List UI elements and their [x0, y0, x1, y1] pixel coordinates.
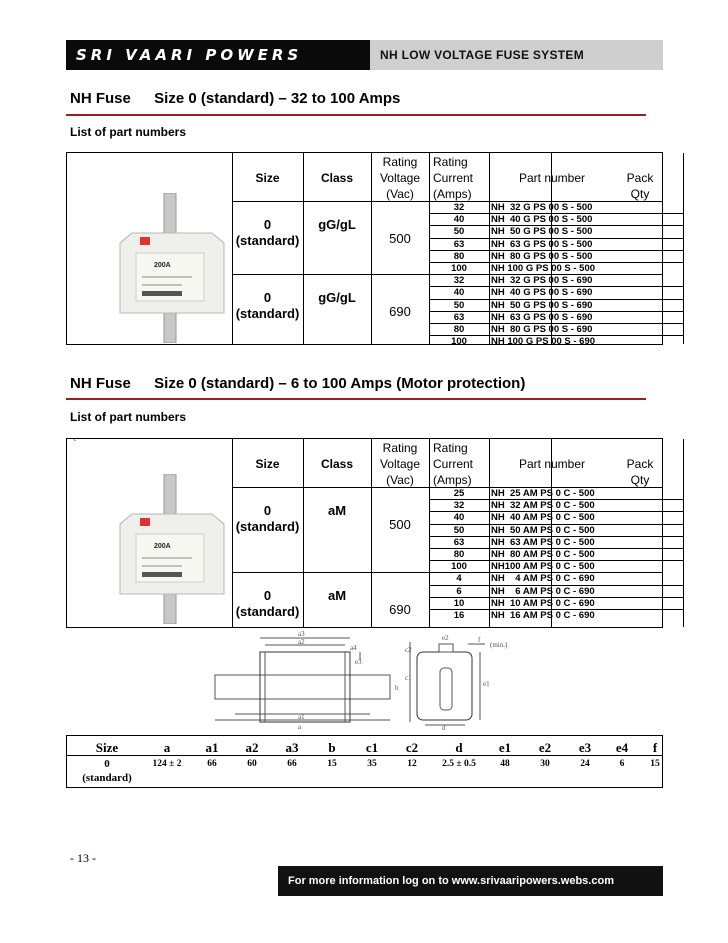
part-number: NH 40 G PS 00 S - 690	[491, 287, 593, 299]
footer-banner	[278, 866, 663, 896]
rating-current: 63	[453, 311, 465, 323]
tick-mark: `	[73, 439, 77, 450]
rating-current: 63	[453, 536, 465, 548]
dim-header-e2: e2	[538, 740, 552, 755]
dim-header-b: b	[328, 740, 336, 755]
col-current-header-1: Rating	[433, 441, 468, 455]
dim-value-d: 2.5 ± 0.5	[442, 759, 476, 769]
section1-rule	[66, 114, 646, 116]
dim-value-c1: 35	[367, 759, 377, 769]
dim-value-b: 15	[327, 759, 337, 769]
part-number: NH 40 AM PS 0 C - 500	[491, 512, 595, 524]
rating-current: 10	[453, 597, 465, 609]
part-number: NH 100 G PS 00 S - 500	[491, 263, 596, 274]
rating-current: 40	[453, 214, 465, 226]
section1-title	[70, 90, 400, 107]
col-part-header: Part number	[518, 457, 586, 471]
rating-current: 25	[453, 488, 465, 499]
dim-value-a3: 66	[287, 759, 297, 769]
drawing-label-a: a	[298, 723, 302, 730]
section1-table	[66, 152, 663, 348]
part-number: NH 80 G PS 00 S - 500	[491, 250, 593, 262]
header-title: NH LOW VOLTAGE FUSE SYSTEM	[380, 48, 585, 62]
rating-current: 63	[453, 238, 465, 250]
header-title-box	[370, 40, 663, 70]
col-pack-header-2: Qty	[630, 187, 650, 201]
rating-current: 50	[453, 226, 465, 238]
drawing-label-e3: e3	[355, 658, 362, 666]
page-number: - 13 -	[70, 851, 96, 865]
rating-current: 40	[453, 512, 465, 524]
fuse-image	[112, 474, 232, 624]
drawing-label-c1: c1	[405, 674, 412, 682]
dim-header-f: f	[652, 740, 658, 755]
group-size-note: (standard)	[235, 604, 300, 620]
part-number: NH 50 G PS 00 S - 690	[491, 299, 593, 311]
dim-header-e1: e1	[498, 740, 512, 755]
group-size-note: (standard)	[235, 233, 300, 248]
rating-current: 32	[453, 275, 465, 287]
group-voltage: 500	[389, 517, 411, 532]
part-number: NH 10 AM PS 0 C - 690	[491, 597, 595, 609]
section2-title-text: Size 0 (standard) – 6 to 100 Amps (Motor protection)	[154, 375, 526, 392]
rating-current: 50	[453, 299, 465, 311]
table-vline	[683, 153, 684, 344]
table-vline	[683, 439, 684, 627]
drawing-label-a3: a3	[298, 630, 305, 638]
dim-header-c2: c2	[405, 740, 419, 755]
col-voltage-header-1: Rating	[382, 155, 418, 169]
group-size-note: (standard)	[235, 519, 300, 534]
dim-value-a: 124 ± 2	[152, 759, 182, 769]
col-class-header: Class	[320, 457, 354, 471]
dim-header-a: a	[163, 740, 171, 755]
dim-value-c2: 12	[407, 759, 417, 769]
col-voltage-header-3: (Vac)	[386, 187, 414, 201]
rating-current: 32	[453, 500, 465, 512]
group-class: gG/gL	[318, 217, 356, 232]
dim-size-value: 0	[104, 758, 110, 770]
section2-title	[70, 375, 525, 392]
col-current-header-3: (Amps)	[433, 187, 472, 201]
dim-value-e1: 48	[500, 759, 510, 769]
dim-header-e3: e3	[578, 740, 592, 755]
part-number: NH 16 AM PS 0 C - 690	[491, 610, 595, 621]
part-number: NH 32 G PS 00 S - 690	[491, 275, 593, 287]
col-current-header-2: Current	[433, 171, 474, 185]
fuse-rating-label: 200A	[154, 543, 171, 550]
group-voltage: 690	[389, 602, 411, 618]
rating-current: 80	[453, 549, 465, 560]
col-current-header-2: Current	[433, 457, 474, 471]
section1-title-text: Size 0 (standard) – 32 to 100 Amps	[154, 90, 401, 107]
group-voltage: 690	[389, 304, 411, 320]
drawing-label-d: d	[442, 724, 446, 730]
part-number: NH 63 G PS 00 S - 500	[491, 238, 593, 250]
dim-value-a1: 66	[207, 759, 217, 769]
dim-header-a2: a2	[245, 740, 259, 755]
part-number: NH 4 AM PS 0 C - 690	[491, 573, 595, 585]
part-number: NH 40 G PS 00 S - 500	[491, 214, 593, 226]
drawing-label-c2: c2	[405, 646, 412, 654]
col-size-header: Size	[255, 457, 280, 471]
rating-current: 80	[453, 324, 465, 335]
col-current-header-3: (Amps)	[433, 473, 472, 487]
section1-title-prefix: NH Fuse	[70, 90, 131, 107]
rating-current: 6	[456, 585, 462, 597]
rating-current: 50	[453, 524, 465, 536]
rating-current: 4	[456, 573, 462, 585]
part-number: NH 63 AM PS 0 C - 500	[491, 536, 595, 548]
part-number: NH 50 AM PS 0 C - 500	[491, 524, 595, 536]
dim-size-note: (standard)	[82, 772, 132, 784]
drawing-label-a4: a4	[350, 644, 357, 652]
col-size-header: Size	[255, 171, 280, 185]
dim-value-e4: 6	[619, 759, 625, 769]
rating-current: 100	[451, 561, 467, 573]
group-size: 0	[263, 503, 272, 518]
brand-logo: SRI VAARI POWERS	[76, 46, 303, 64]
section2-list-label: List of part numbers	[70, 410, 187, 424]
part-number: NH 50 G PS 00 S - 500	[491, 226, 593, 238]
col-class-header: Class	[320, 171, 354, 185]
part-number: NH 25 AM PS 0 C - 500	[491, 488, 595, 499]
dim-value-a2: 60	[247, 759, 257, 769]
dimension-drawing	[210, 630, 520, 730]
drawing-label-b: b	[395, 684, 399, 692]
part-number: NH 63 G PS 00 S - 690	[491, 311, 593, 323]
section2-title-prefix: NH Fuse	[70, 375, 131, 392]
group-size: 0	[263, 290, 272, 306]
col-current-header-1: Rating	[433, 155, 468, 169]
fuse-image	[112, 193, 232, 343]
group-size: 0	[263, 588, 272, 604]
group-size: 0	[263, 217, 272, 232]
section1-list-label: List of part numbers	[70, 125, 187, 139]
col-part-header: Part number	[518, 171, 586, 185]
fuse-rating-label: 200A	[154, 262, 171, 269]
part-number: NH 80 AM PS 0 C - 500	[491, 549, 595, 560]
drawing-label-f: f	[478, 636, 481, 644]
drawing-label-min: (min.)	[490, 641, 508, 649]
dim-header-e4: e4	[615, 740, 629, 755]
drawing-label-e2: e2	[442, 634, 449, 642]
drawing-label-a1: a1	[298, 713, 305, 721]
dimension-table	[66, 735, 663, 788]
dim-header-size: Size	[95, 740, 119, 755]
col-pack-header-2: Qty	[630, 473, 650, 487]
dim-value-e3: 24	[580, 759, 590, 769]
footer-info: For more information log on to www.srivaaripowers.webs.com	[288, 875, 614, 887]
dim-header-c1: c1	[365, 740, 379, 755]
rating-current: 80	[453, 250, 465, 262]
section2-rule	[66, 398, 646, 400]
dim-header-a1: a1	[205, 740, 219, 755]
drawing-label-a2: a2	[298, 638, 305, 646]
part-number: NH 100 G PS 00 S - 690	[491, 336, 596, 348]
rating-current: 32	[453, 202, 465, 213]
dim-value-f: 15	[650, 759, 660, 769]
col-pack-header-1: Pack	[626, 171, 654, 185]
dim-header-rule	[67, 755, 662, 756]
dim-value-e2: 30	[540, 759, 550, 769]
rating-current: 100	[451, 263, 467, 274]
col-voltage-header-2: Voltage	[379, 457, 421, 471]
rating-current: 16	[453, 610, 465, 621]
col-voltage-header-3: (Vac)	[386, 473, 414, 487]
col-voltage-header-2: Voltage	[379, 171, 421, 185]
rating-current: 40	[453, 287, 465, 299]
drawing-label-e1: e1	[483, 680, 490, 688]
rating-current: 100	[451, 336, 467, 348]
group-class: aM	[327, 588, 347, 604]
part-number: NH 6 AM PS 0 C - 690	[491, 585, 595, 597]
dim-header-d: d	[455, 740, 463, 755]
section2-table	[66, 438, 663, 628]
group-size-note: (standard)	[235, 306, 300, 322]
col-pack-header-1: Pack	[626, 457, 654, 471]
group-voltage: 500	[389, 231, 411, 246]
part-number: NH 32 G PS 00 S - 500	[491, 202, 593, 213]
dim-header-a3: a3	[285, 740, 299, 755]
part-number: NH100 AM PS 0 C - 500	[491, 561, 595, 573]
part-number: NH 32 AM PS 0 C - 500	[491, 500, 595, 512]
group-class: gG/gL	[318, 290, 356, 306]
col-voltage-header-1: Rating	[382, 441, 418, 455]
group-class: aM	[327, 503, 347, 518]
header-banner	[66, 40, 663, 70]
part-number: NH 80 G PS 00 S - 690	[491, 324, 593, 335]
